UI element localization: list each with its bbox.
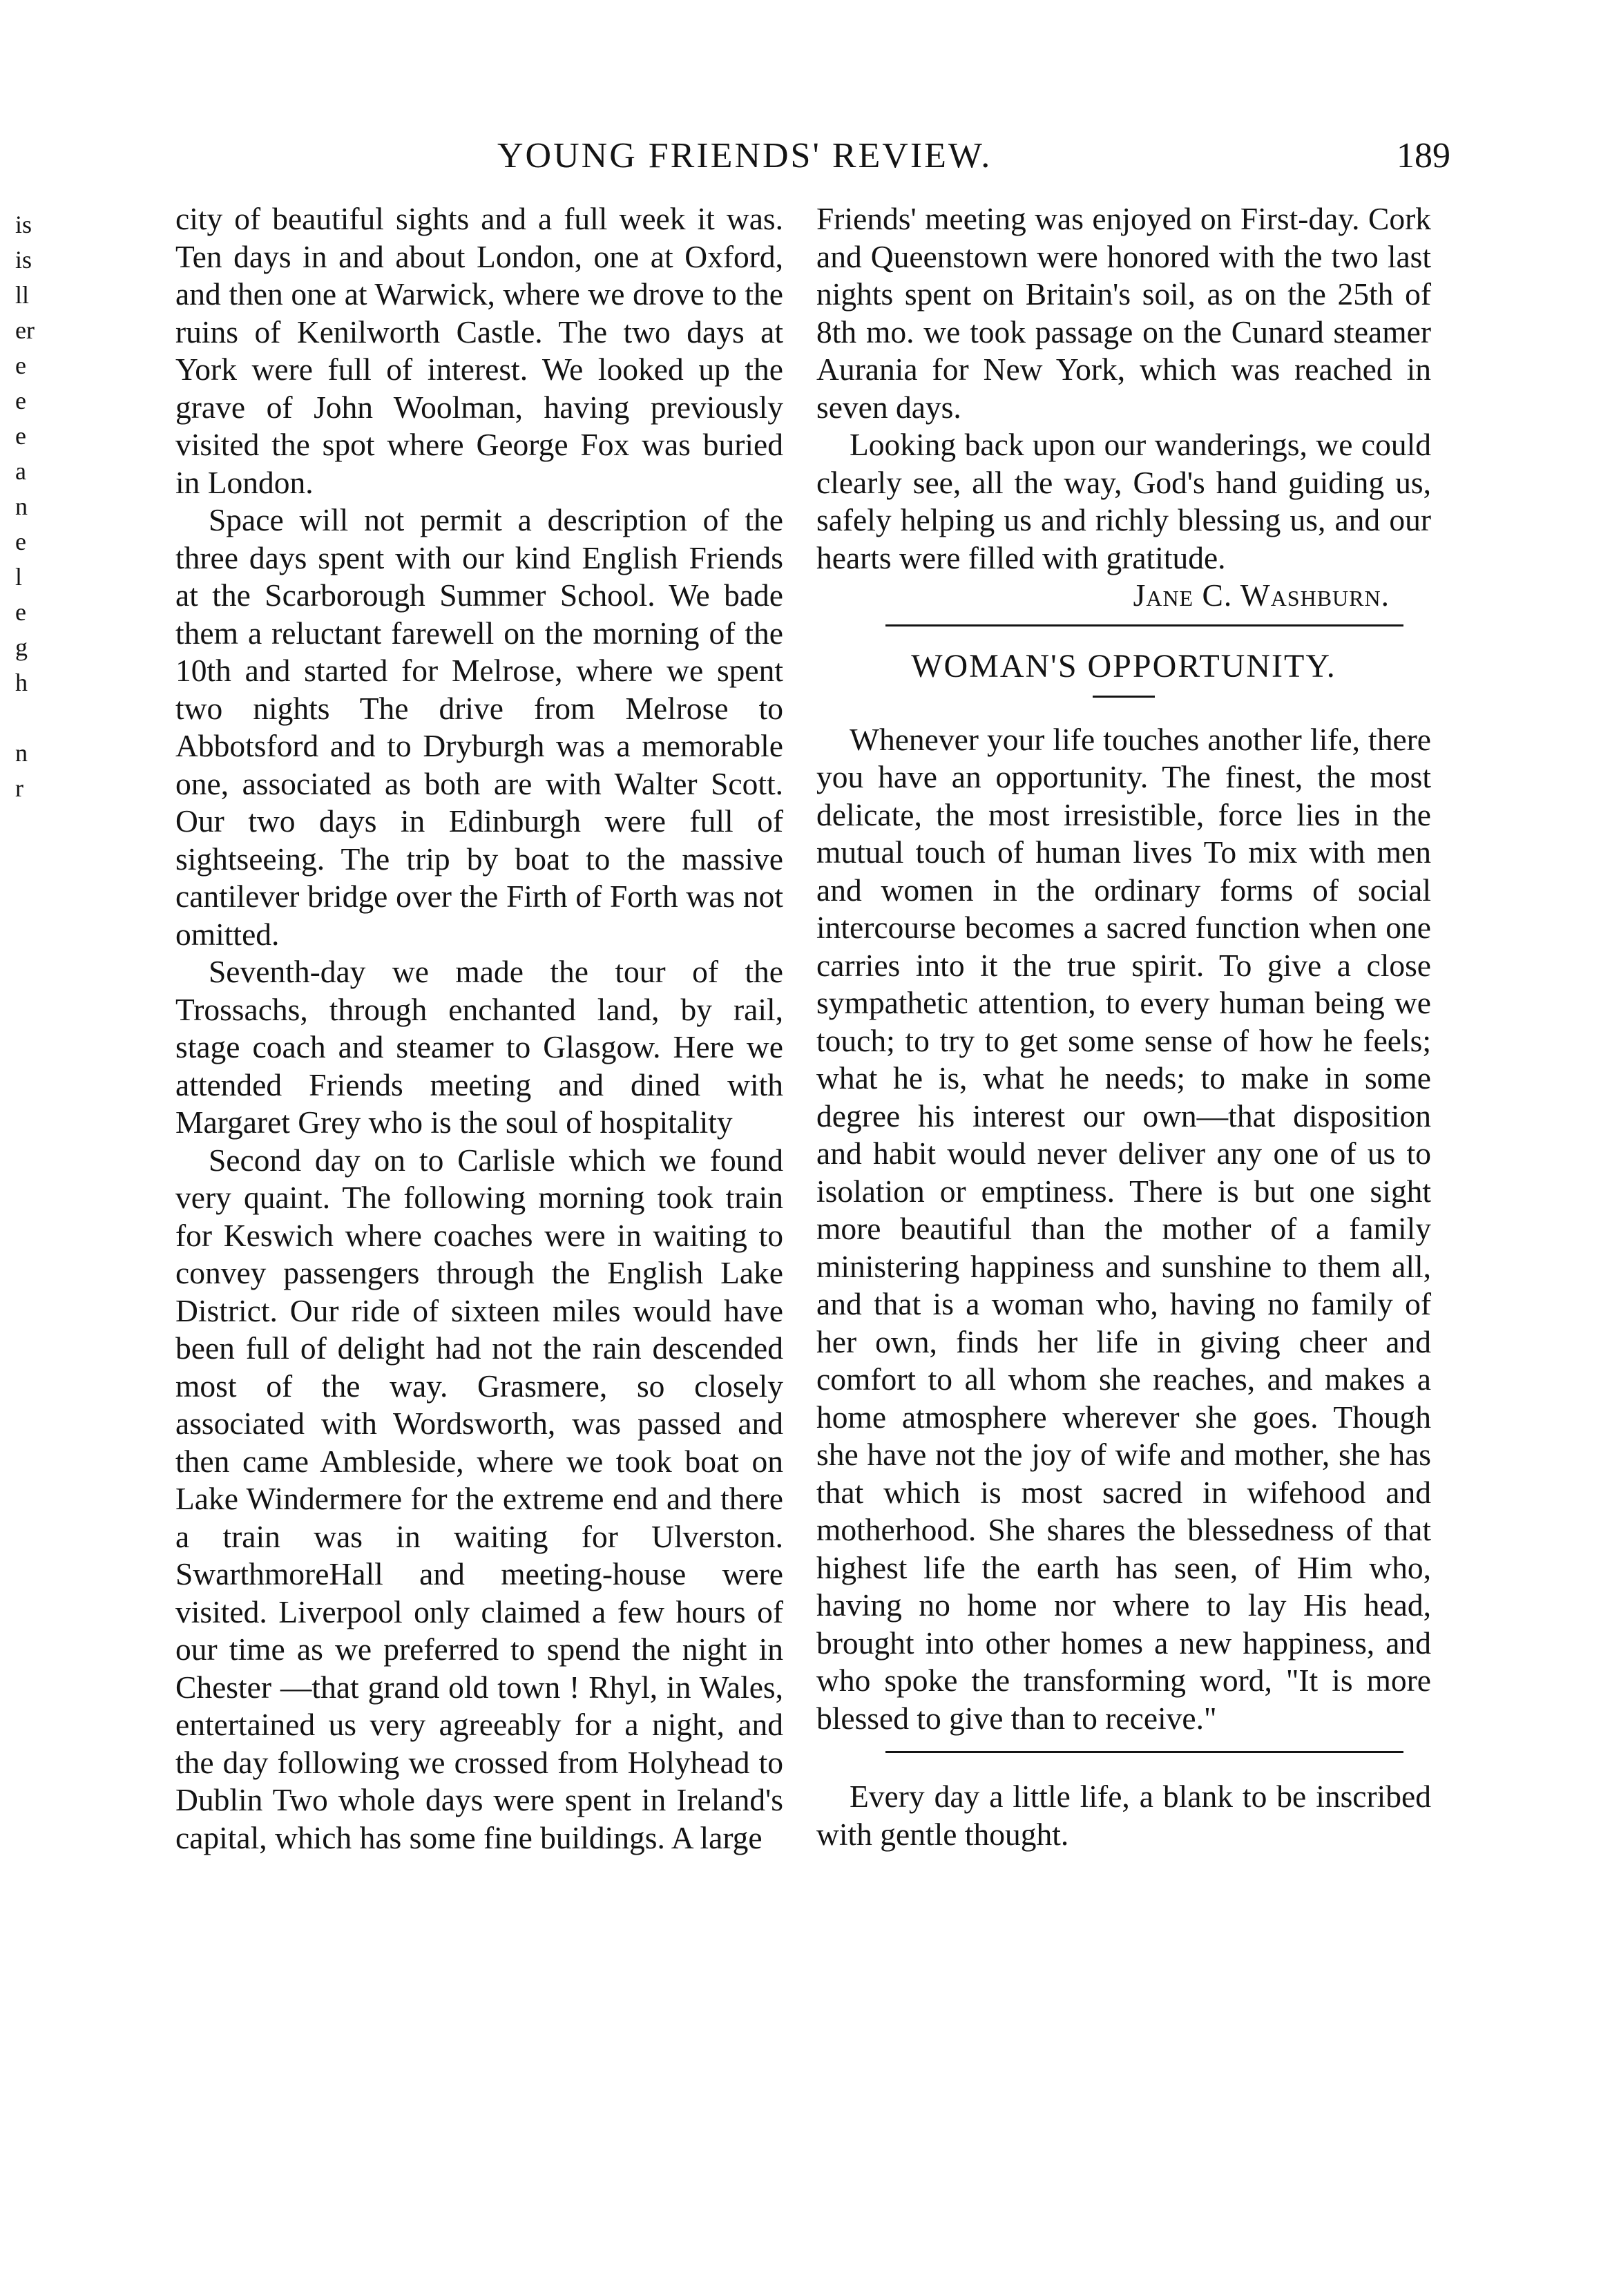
margin-fragment: is [15,246,32,274]
margin-fragment: e [15,528,26,555]
running-header [497,135,1450,184]
margin-fragment [15,700,64,736]
article-paragraph: Friends' meeting was enjoyed on First-day. Cork and Queenstown were honored with the two last nights spent on Britain's soil, as on the 25th of 8th mo. we took passage on the Cunard steamer Aurania for New York, which was reached in seven days. [816,201,1431,425]
article-paragraph: Space will not permit a description of the three days spent with our kind English Friends at the Scarborough Summer School. We bade them a reluctant farewell on the morning of the 10th and started for Melrose, where we spent two nights The drive from Melrose to Abbotsford and to Dryburgh was a memorable one, associated as both are with Walter Scott. Our two days in Edinburgh were full of sightseeing. The trip by boat to the massive cantilever bridge over the Firth of Forth was not omitted. [175,502,783,952]
margin-fragment: n [15,492,28,520]
margin-fragment: e [15,422,26,450]
article-paragraph: Looking back upon our wanderings, we could clearly see, all the way, God's hand guiding us, safely helping us and richly blessing us, and our hearts were filled with gratitude. [816,427,1431,575]
page-number: 189 [1397,136,1450,175]
section-title: WOMAN'S OPPORTUNITY. [911,647,1336,685]
margin-fragment: ll [15,281,30,309]
article-paragraph: Second day on to Carlisle which we found very quaint. The following morning took train for Keswich where coaches were in waiting to convey passengers through the English Lake District. Our ride of sixteen miles would have been full of delight had not the rain descended most of the way. Grasmere, so closely associated with Wordsworth, was passed and then came Ambleside, where we took boat on Lake Windermere for the extreme end and there a train was in waiting for Ulverston. SwarthmoreHall and meeting-house were visited. Liverpool only claimed a few hours of our time as we preferred to spend the night in Chester —that grand old town ! Rhyl, in Wales, entertained us very agreeably for a night, and the day following we crossed from Holyhead to Dublin Two whole days were spent in Ireland's capital, which has some fine buildings. A large [175,1142,783,1855]
margin-bleed-fragments [15,207,64,806]
margin-fragment: g [15,633,28,661]
left-column [175,200,783,1857]
author-signature: Jane C. Washburn. [1133,577,1390,613]
margin-fragment: er [15,316,35,344]
margin-fragment: l [15,563,23,591]
running-title: YOUNG FRIENDS' REVIEW. [497,136,993,175]
margin-fragment: r [15,774,23,802]
margin-fragment: h [15,669,28,696]
title-underline [1093,696,1155,698]
section-divider [885,624,1403,626]
closing-paragraph: Every day a little life, a blank to be inscribed with gentle thought. [816,1779,1431,1852]
margin-fragment: e [15,387,26,414]
right-column [816,200,1431,1853]
end-divider [885,1751,1403,1753]
margin-fragment: e [15,352,26,379]
margin-fragment: is [15,211,32,238]
margin-fragment: e [15,598,26,626]
section-paragraph: Whenever your life touches another life, there you have an opportunity. The finest, the most delicate, the most irresistible, force lies in the mutual touch of human lives To mix with men and women in the ordinary forms of social intercourse becomes a sacred function when one carries into it the true spirit. To give a close sympathetic attention, to every human being we touch; to try to get some sense of how he feels; what he is, what he needs; to make in some degree his interest our own—that disposition and habit would never deliver any one of us to isolation or emptiness. There is but one sight more beautiful than the mother of a family ministering happiness and sunshine to them all, and that is a woman who, having no family of her own, finds her life in giving cheer and comfort to all whom she reaches, and makes a home atmosphere wherever she goes. Though she have not the joy of wife and mother, she has that which is most sacred in wifehood and motherhood. She shares the blessedness of that highest life the earth has seen, of Him who, having no home nor where to lay His head, brought into other homes a new happiness, and who spoke the transforming word, "It is more blessed to give than to receive." [816,721,1431,1736]
article-paragraph: city of beautiful sights and a full week it was. Ten days in and about London, one at Oxford, and then one at Warwick, where we drove to the ruins of Kenilworth Castle. The two days at York were full of interest. We looked up the grave of John Woolman, having previously visited the spot where George Fox was buried in London. [175,201,783,500]
article-paragraph: Seventh-day we made the tour of the Trossachs, through enchanted land, by rail, stage coach and steamer to Glasgow. Here we attended Friends meeting and dined with Margaret Grey who is the soul of hospitality [175,954,783,1140]
margin-fragment: n [15,739,28,767]
margin-fragment: a [15,457,26,485]
